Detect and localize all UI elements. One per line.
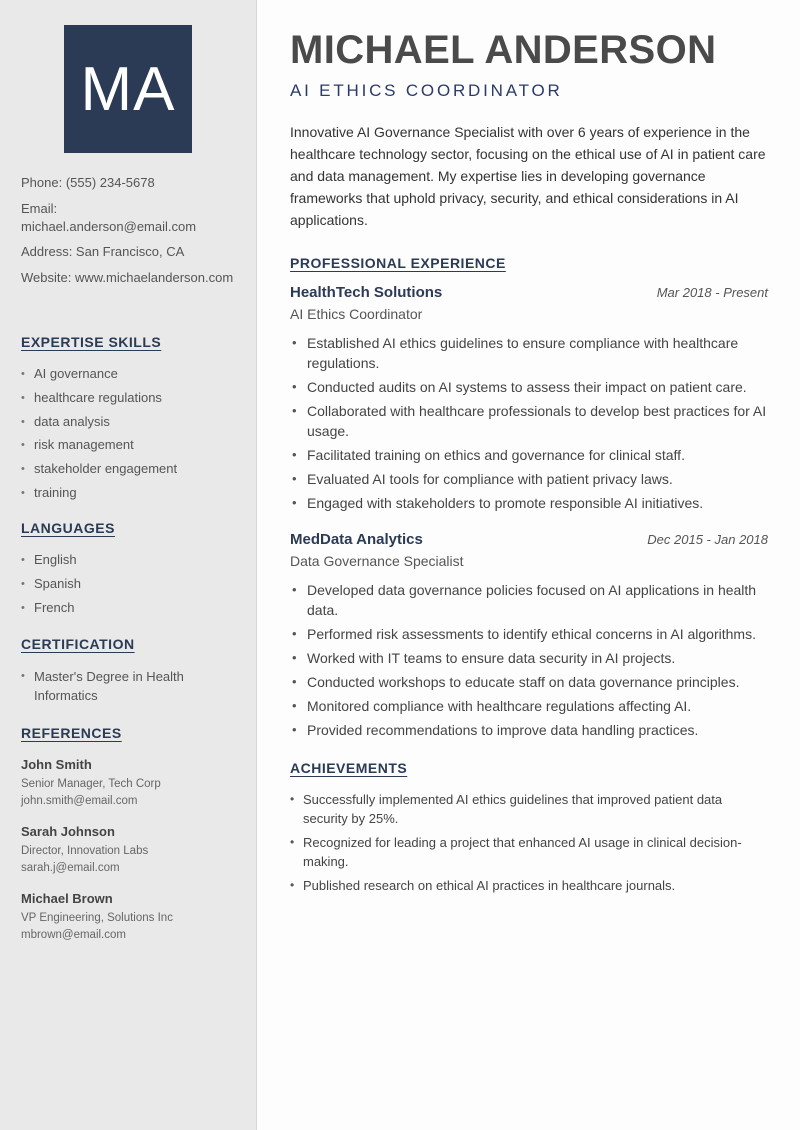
profile-summary: Innovative AI Governance Specialist with over 6 years of experience in the healthcare technology sector, focusing on the ethical use of AI in patient care and data management. My expertise lies in developing governance frameworks that uphold privacy, security, and ethical considerations in AI applications. [290, 124, 766, 228]
contact-website: Website: www.michaelanderson.com [21, 269, 234, 285]
company-name: HealthTech Solutions [290, 284, 443, 301]
job-role: AI Ethics Coordinator [290, 306, 423, 322]
achievement-item: • Successfully implemented AI ethics guidelines that improved patient data security by 25%. [303, 790, 768, 828]
reference-name: Michael Brown [21, 891, 113, 907]
job-bullet: • Monitored compliance with healthcare regulations affecting AI. [307, 696, 768, 716]
reference-entry [21, 823, 234, 877]
skill-item: • training [21, 484, 234, 502]
certification-item: • Master's Degree in Health Informatics [21, 667, 234, 705]
contact-email: Email: michael.anderson@email.com [21, 200, 197, 234]
job-bullet: • Worked with IT teams to ensure data security in AI projects. [307, 648, 768, 668]
job-bullet: • Facilitated training on ethics and governance for clinical staff. [307, 445, 768, 465]
reference-title: VP Engineering, Solutions Inc [21, 912, 173, 925]
job-bullet: • Established AI ethics guidelines to ensure compliance with healthcare regulations. [307, 333, 768, 373]
job-header [290, 530, 768, 550]
job-entry [290, 283, 768, 513]
skill-item: • AI governance [21, 365, 234, 383]
monogram-badge [64, 25, 192, 153]
job-title: AI ETHICS COORDINATOR [290, 81, 563, 100]
language-item: • Spanish [21, 575, 234, 593]
reference-title: Director, Innovation Labs [21, 845, 149, 858]
reference-name: John Smith [21, 757, 92, 773]
skill-item: • data analysis [21, 413, 234, 431]
languages-list [21, 551, 234, 617]
reference-email: john.smith@email.com [21, 795, 138, 808]
job-bullet: • Performed risk assessments to identify ethical concerns in AI algorithms. [307, 624, 768, 644]
skill-item: • stakeholder engagement [21, 460, 234, 478]
job-bullets [290, 333, 768, 513]
references-list [21, 756, 234, 944]
company-name: MedData Analytics [290, 531, 423, 548]
certification-heading: CERTIFICATION [21, 636, 135, 653]
reference-entry [21, 756, 234, 810]
candidate-name: MICHAEL ANDERSON [290, 28, 717, 72]
job-bullet: • Conducted workshops to educate staff on data governance principles. [307, 672, 768, 692]
skills-list [21, 365, 234, 502]
experience-heading: PROFESSIONAL EXPERIENCE [290, 255, 506, 271]
job-bullet: • Developed data governance policies focused on AI applications in health data. [307, 580, 768, 620]
job-bullet: • Evaluated AI tools for compliance with patient privacy laws. [307, 469, 768, 489]
achievements-heading: ACHIEVEMENTS [290, 760, 408, 776]
job-dates: Dec 2015 - Jan 2018 [647, 532, 768, 547]
job-bullets [290, 580, 768, 740]
reference-entry [21, 890, 234, 944]
achievement-item: • Published research on ethical AI practices in healthcare journals. [303, 876, 768, 895]
achievement-item: • Recognized for leading a project that enhanced AI usage in clinical decision-making. [303, 833, 768, 871]
languages-heading: LANGUAGES [21, 520, 115, 537]
reference-name: Sarah Johnson [21, 824, 115, 840]
job-role: Data Governance Specialist [290, 553, 464, 569]
job-dates: Mar 2018 - Present [656, 285, 768, 300]
certification-list [21, 667, 234, 705]
sidebar [0, 0, 257, 1130]
job-bullet: • Conducted audits on AI systems to assess their impact on patient care. [307, 377, 768, 397]
job-entry [290, 530, 768, 740]
language-item: • English [21, 551, 234, 569]
skill-item: • healthcare regulations [21, 389, 234, 407]
job-bullet: • Engaged with stakeholders to promote responsible AI initiatives. [307, 493, 768, 513]
references-heading: REFERENCES [21, 725, 122, 742]
contact-phone: Phone: (555) 234-5678 [21, 175, 155, 190]
monogram-text: MA [80, 54, 176, 124]
contact-address: Address: San Francisco, CA [21, 244, 185, 260]
job-bullet: • Collaborated with healthcare professionals to develop best practices for AI usage. [307, 401, 768, 441]
main-content [257, 0, 800, 1130]
skills-heading: EXPERTISE SKILLS [21, 333, 162, 350]
job-bullet: • Provided recommendations to improve data handling practices. [307, 720, 768, 740]
contact-info [21, 174, 234, 287]
reference-title: Senior Manager, Tech Corp [21, 778, 161, 791]
job-header [290, 283, 768, 303]
skill-item: • risk management [21, 436, 234, 454]
reference-email: sarah.j@email.com [21, 862, 120, 875]
reference-email: mbrown@email.com [21, 929, 126, 942]
language-item: • French [21, 599, 234, 617]
achievements-list [290, 790, 768, 895]
